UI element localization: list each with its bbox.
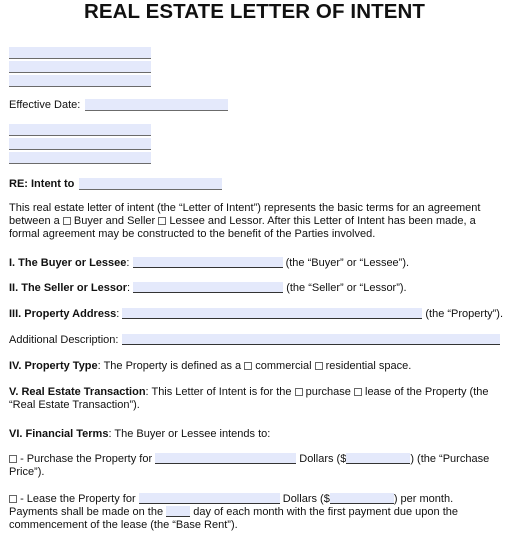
party-address-field-1[interactable] <box>9 47 151 59</box>
purchase-checkbox[interactable] <box>295 388 303 396</box>
intro-line-2: between a Buyer and Seller Lessee and Lessor. After this Letter of Intent has been made, a <box>9 215 476 227</box>
seller-row: II. The Seller or Lessor: (the “Seller” or “Lessor”). <box>9 282 407 294</box>
lease-amount-field[interactable] <box>330 493 394 504</box>
residential-checkbox[interactable] <box>315 362 323 370</box>
property-label: III. Property Address <box>9 308 117 320</box>
buyer-name-field[interactable] <box>133 257 283 268</box>
purchase-option-checkbox[interactable] <box>9 455 17 463</box>
recipient-address-field-2[interactable] <box>9 138 151 150</box>
effective-date-label: Effective Date: <box>9 99 81 111</box>
buyer-row: I. The Buyer or Lessee: (the “Buyer” or “Lessee”). <box>9 257 410 269</box>
recipient-address-field-1[interactable] <box>9 124 151 136</box>
purchase-line-2: Price”). <box>9 466 45 478</box>
buyer-label: I. The Buyer or Lessee <box>9 257 127 269</box>
lease-line-3: commencement of the lease (the “Base Rent”). <box>9 519 238 531</box>
transaction-line-1: V. Real Estate Transaction: This Letter of Intent is for the purchase lease of the Property (the <box>9 386 489 398</box>
commercial-checkbox[interactable] <box>244 362 252 370</box>
re-intent-field[interactable] <box>79 178 222 190</box>
buyer-seller-checkbox[interactable] <box>63 217 71 225</box>
effective-date-field[interactable] <box>85 99 228 111</box>
party-address-field-3[interactable] <box>9 75 151 87</box>
seller-name-field[interactable] <box>133 282 283 293</box>
lease-line-1: - Lease the Property for Dollars ($ ) per month. <box>9 493 507 506</box>
additional-row <box>9 334 500 347</box>
party-address-field-2[interactable] <box>9 61 151 73</box>
financial-label: VI. Financial Terms <box>9 428 109 440</box>
lease-line-2: Payments shall be made on the day of each month with the first payment due upon the <box>9 506 458 518</box>
lease-option <box>9 493 507 532</box>
property-address-field[interactable] <box>122 308 422 319</box>
property-row: III. Property Address: (the “Property”). <box>9 308 504 320</box>
seller-label: II. The Seller or Lessor <box>9 282 127 294</box>
financial-row: VI. Financial Terms: The Buyer or Lessee intends to: <box>9 428 271 440</box>
transaction-block <box>9 386 507 412</box>
re-label: RE: Intent to <box>9 178 75 190</box>
property-type-label: IV. Property Type <box>9 360 98 372</box>
purchase-amount-field[interactable] <box>346 453 410 464</box>
intro-line-3: formal agreement may be constructed to the benefit of the Parties involved. <box>9 228 376 240</box>
purchase-option <box>9 453 507 479</box>
lease-option-checkbox[interactable] <box>9 495 17 503</box>
lease-amount-words-field[interactable] <box>139 493 280 504</box>
recipient-address-field-3[interactable] <box>9 152 151 164</box>
property-type-row: IV. Property Type: The Property is defined as a commercial residential space. <box>9 360 412 372</box>
lessee-lessor-checkbox[interactable] <box>158 217 166 225</box>
purchase-amount-words-field[interactable] <box>155 453 296 464</box>
transaction-label: V. Real Estate Transaction <box>9 386 146 398</box>
additional-description-field[interactable] <box>122 334 500 345</box>
intro-paragraph <box>9 202 504 241</box>
document-title: REAL ESTATE LETTER OF INTENT <box>83 0 426 23</box>
purchase-line-1: - Purchase the Property for Dollars ($ ) (the “Purchase <box>9 453 507 466</box>
transaction-line-2: “Real Estate Transaction”). <box>9 399 140 411</box>
intro-line-1: This real estate letter of intent (the “Letter of Intent”) represents the basic terms for an agreement <box>9 202 481 214</box>
payment-day-field[interactable] <box>166 506 190 517</box>
lease-checkbox[interactable] <box>354 388 362 396</box>
additional-label: Additional Description: <box>9 334 119 346</box>
